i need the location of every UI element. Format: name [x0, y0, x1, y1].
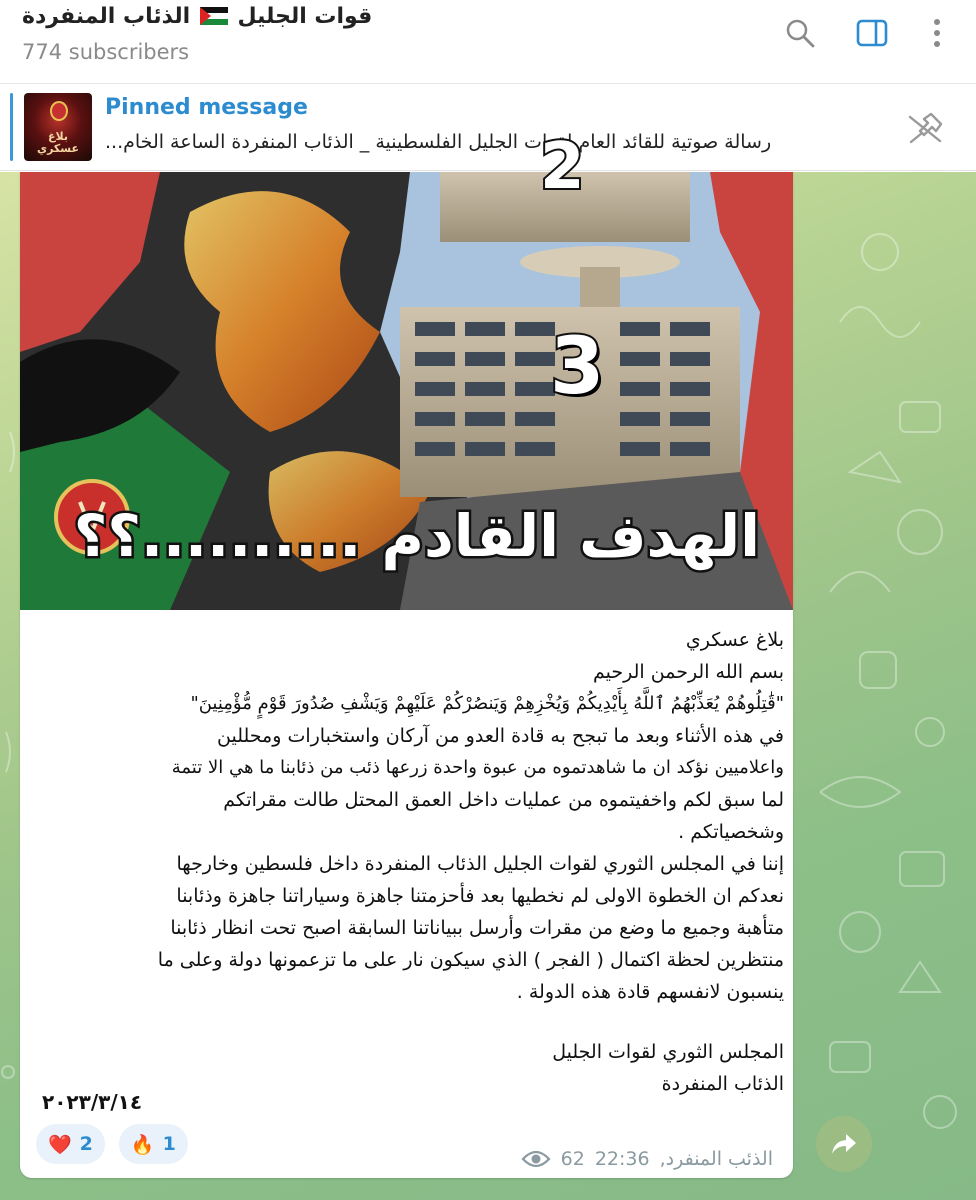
signature-line-2: الذئاب المنفردة	[661, 1073, 784, 1095]
forward-icon	[830, 1132, 858, 1156]
image-number-top: 2	[540, 130, 585, 204]
reaction-fire[interactable]	[119, 1124, 188, 1164]
forward-button[interactable]	[816, 1116, 872, 1172]
emblem-icon	[50, 101, 68, 121]
message-line: ينسبون لانفسهم قادة هذه الدولة .	[516, 981, 784, 1003]
signature-line-1: المجلس الثوري لقوات الجليل	[552, 1041, 784, 1063]
palestine-flag-icon	[200, 7, 228, 25]
message-line: بسم الله الرحمن الرحيم	[593, 661, 784, 683]
search-icon[interactable]	[783, 16, 817, 50]
reaction-count: 2	[79, 1133, 93, 1155]
reactions-bar	[36, 1124, 188, 1164]
views-eye-icon	[521, 1149, 551, 1169]
post-date: ٢٠٢٣/٣/١٤	[42, 1090, 143, 1114]
heart-icon: ❤️	[48, 1133, 72, 1156]
pinned-thumbnail	[24, 93, 92, 161]
pinned-message-bar[interactable]	[0, 85, 976, 171]
message-line: منتظرين لحظة اكتمال ( الفجر ) الذي سيكون نار على ما تزعمونها دولة وعلى ما	[157, 949, 784, 971]
message-line: واعلاميين نؤكد ان ما شاهدتموه من عبوة واحدة زرعها ذئب من ذئابنا ما هي الا تتمة	[171, 757, 784, 778]
reaction-heart[interactable]	[36, 1124, 105, 1164]
message-time: 22:36	[594, 1148, 650, 1170]
more-vertical-icon[interactable]	[920, 16, 954, 50]
fire-icon: 🔥	[130, 1133, 155, 1156]
pinned-text: ...رسالة صوتية للقائد العام لقوات الجليل الفلسطينية _ الذئاب المنفردة الساعة الخام	[105, 131, 772, 153]
pinned-thumb-text	[24, 131, 92, 155]
message-line: في هذه الأثناء وبعد ما تبجح به قادة العدو من آركان واستخبارات ومحللين	[217, 725, 784, 747]
sidebar-toggle-icon[interactable]	[855, 16, 889, 50]
message-line: وشخصياتكم .	[678, 821, 784, 843]
image-number: 3	[550, 322, 605, 412]
pinned-thumb-line-2: عسكري	[36, 142, 80, 155]
message-line: بلاغ عسكري	[685, 629, 784, 651]
subscriber-count: 774 subscribers	[22, 40, 190, 64]
channel-title-part-1: قوات الجليل	[237, 4, 373, 29]
message-text	[44, 624, 784, 1100]
channel-title[interactable]	[22, 4, 372, 29]
channel-title-part-2: الذئاب المنفردة	[22, 4, 191, 29]
pinned-thumb-line-1: بلاغ	[48, 130, 68, 143]
message-line: نعدكم ان الخطوة الاولى لم نخطيها بعد فأحزمتنا جاهزة وسياراتنا جاهزة وذئابنا	[176, 885, 784, 907]
image-caption: الهدف القادم ..........؟؟	[73, 502, 760, 570]
pinned-label: Pinned message	[105, 95, 308, 120]
view-count: 62	[560, 1148, 585, 1170]
message-line: متأهبة وجميع ما وضع من مقرات وأرسل ببياناتنا السابقة اصبح تحت انظار ذئابنا	[170, 917, 784, 939]
message-author: الذئب المنفرد,	[659, 1148, 773, 1170]
reaction-count: 1	[162, 1133, 176, 1155]
pinned-indicator	[10, 93, 13, 161]
message-line: "قَٰتِلُوهُمْ يُعَذِّبْهُمُ ٱللَّهُ بِأَيْدِيكُمْ وَيُخْزِهِمْ وَيَنصُرْكُمْ عَلَيْهِمْ وَيَشْفِ صُدُورَ قَوْمٍ مُّؤْمِنِينَ"	[190, 693, 784, 714]
unpin-icon[interactable]	[906, 111, 946, 145]
channel-header[interactable]	[0, 0, 976, 84]
message-line: لما سبق لكم واخفيتموه من عمليات داخل العمق المحتل طالت مقراتكم	[223, 789, 784, 811]
message-meta	[521, 1148, 773, 1170]
message-line: إننا في المجلس الثوري لقوات الجليل الذئاب المنفردة داخل فلسطين وخارجها	[176, 853, 784, 875]
